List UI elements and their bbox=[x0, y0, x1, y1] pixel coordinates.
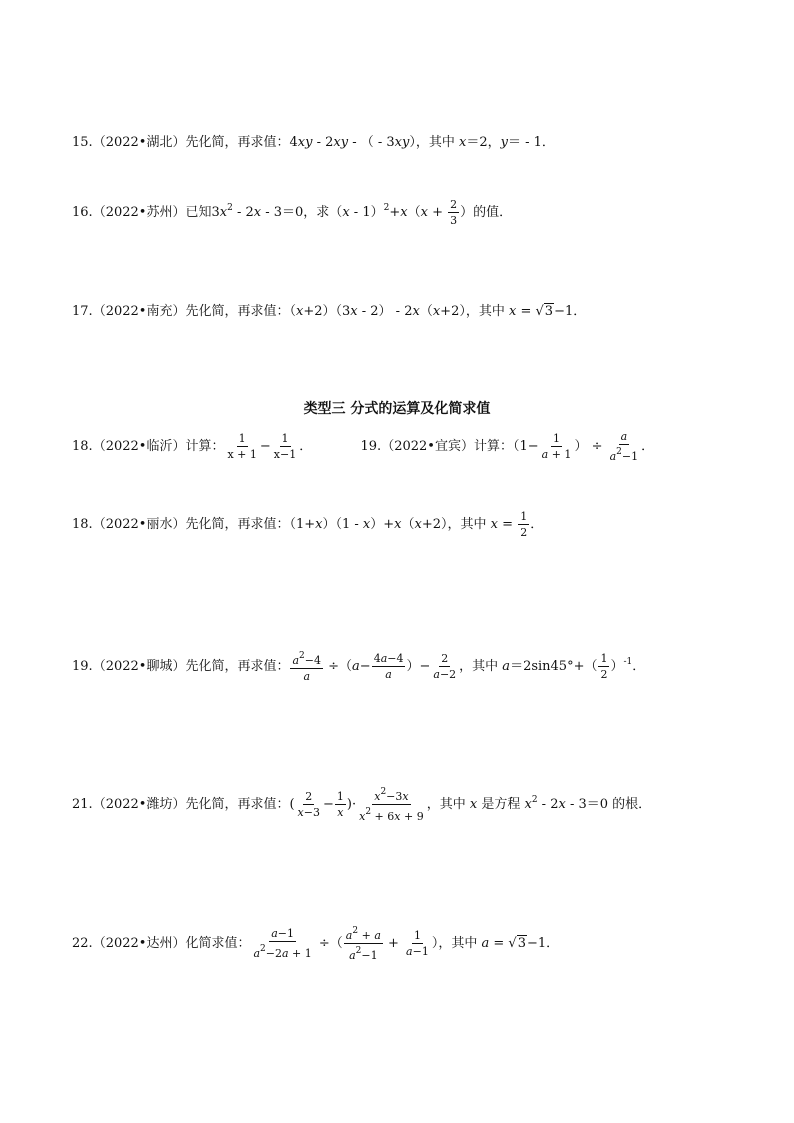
question-17 bbox=[72, 302, 586, 322]
question-number: 21. bbox=[72, 797, 93, 812]
question-prompt: 化简求值： bbox=[185, 936, 251, 951]
question-number: 15. bbox=[72, 135, 93, 150]
question-22 bbox=[72, 925, 559, 962]
question-source: （2022•达州） bbox=[92, 936, 186, 951]
question-source: （2022•苏州） bbox=[92, 205, 186, 220]
question-number: 17. bbox=[72, 304, 93, 319]
question-number: 22. bbox=[72, 936, 93, 951]
math-expression: $\frac{a-1}{a^2-2a + 1}$ ÷（ $\frac{a^2 + a}{a^2-1}$ + $\frac{1}{a-1}$ ），其中 a = √3−1． bbox=[253, 926, 560, 962]
math-expression: 4xy - 2xy - （ - 3xy），其中 x＝2，y＝ - 1． bbox=[289, 135, 555, 150]
math-expression: （1+x）（1 - x）+x（x+2），其中 x = $\frac{1}{2}$ ． bbox=[289, 510, 544, 539]
question-number: 19. bbox=[360, 439, 382, 454]
question-18-linyi bbox=[72, 430, 654, 463]
question-18-lishui bbox=[72, 510, 543, 539]
section-heading: 类型三 分式的运算及化简求值 bbox=[303, 401, 491, 417]
question-16 bbox=[72, 198, 512, 227]
question-prompt: 已知 bbox=[185, 205, 212, 220]
question-number: 18. bbox=[72, 517, 93, 532]
math-expression: $\frac{1}{x + 1}$ − $\frac{1}{x-1}$ ． bbox=[227, 432, 313, 461]
question-19-liaocheng bbox=[72, 650, 645, 683]
question-prompt: 先化简，再求值： bbox=[185, 304, 290, 319]
question-prompt: 先化简，再求值： bbox=[185, 517, 290, 532]
question-prompt: 先化简，再求值： bbox=[185, 659, 290, 674]
math-expression: ( $\frac{2}{x-3}$ − $\frac{1}{x}$ )· $\frac{x^2-3x}{x^2 + 6x + 9}$ ，其中 x 是方程 $x^2 - 2x - 3=0$ 的根． bbox=[289, 787, 652, 823]
math-expression: $3x^2 - 2x - 3=0$，求（x - 1）$^2$+x（x + $\frac{2}{3}$ ）的值． bbox=[211, 198, 513, 227]
math-expression: （x+2）（3x - 2） - 2x（x+2），其中 x = √3−1． bbox=[289, 304, 587, 319]
question-source: （2022•南充） bbox=[92, 304, 186, 319]
question-prompt: 计算： bbox=[185, 439, 225, 454]
question-number: 16. bbox=[72, 205, 93, 220]
question-source: （2022•潍坊） bbox=[92, 797, 186, 812]
question-prompt: 先化简，再求值： bbox=[185, 135, 290, 150]
question-source: （2022•丽水） bbox=[92, 517, 186, 532]
question-source: （2022•聊城） bbox=[92, 659, 186, 674]
question-source: （2022•湖北） bbox=[92, 135, 186, 150]
question-source: （2022•临沂） bbox=[92, 439, 186, 454]
question-number: 18. bbox=[72, 439, 93, 454]
question-21 bbox=[72, 786, 651, 823]
question-number: 19. bbox=[72, 659, 93, 674]
question-prompt: 计算： bbox=[473, 439, 513, 454]
question-prompt: 先化简，再求值： bbox=[185, 797, 290, 812]
question-19-yibin bbox=[360, 430, 655, 463]
math-expression: （1− $\frac{1}{a + 1}$ ） ÷ $\frac{a}{a^2-1}$ ． bbox=[512, 430, 655, 463]
question-source: （2022•宜宾） bbox=[381, 439, 474, 454]
math-expression: $\frac{a^2-4}{a}$ ÷（a− $\frac{4a-4}{a}$ ）− $\frac{2}{a-2}$ ，其中 a＝2sin45°+（ $\frac{1}{2}$ ）$^{-1}$． bbox=[292, 651, 646, 683]
question-15 bbox=[72, 133, 555, 153]
